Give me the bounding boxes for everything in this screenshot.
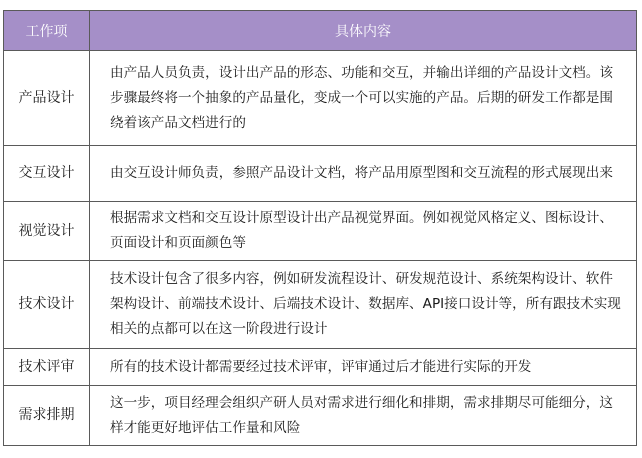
row-content-cell: 根据需求文档和交互设计原型设计出产品视觉界面。例如视觉风格定义、图标设计、页面设计和页面颜色等: [90, 202, 637, 261]
header-item: 工作项: [4, 11, 90, 51]
row-content-cell: 所有的技术设计都需要经过技术评审，评审通过后才能进行实际的开发: [90, 349, 637, 386]
table-row: [4, 202, 637, 261]
row-item-cell: 交互设计: [4, 146, 90, 202]
table-row: [4, 386, 637, 446]
table-header-row: [4, 11, 637, 51]
header-content: 具体内容: [90, 11, 637, 51]
row-content-cell: 由产品人员负责，设计出产品的形态、功能和交互，并输出详细的产品设计文档。该步骤最终将一个抽象的产品量化，变成一个可以实施的产品。后期的研发工作都是围绕着该产品文档进行的: [90, 51, 637, 146]
row-content-cell: 技术设计包含了很多内容，例如研发流程设计、研发规范设计、系统架构设计、软件架构设计、前端技术设计、后端技术设计、数据库、API接口设计等，所有跟技术实现相关的点都可以在这一阶段进行设计: [90, 261, 637, 349]
work-items-table: [3, 10, 637, 446]
row-item-cell: 技术评审: [4, 349, 90, 386]
work-items-table-container: [3, 10, 636, 446]
table-row: [4, 51, 637, 146]
row-content-cell: 由交互设计师负责，参照产品设计文档，将产品用原型图和交互流程的形式展现出来: [90, 146, 637, 202]
row-content-cell: 这一步，项目经理会组织产研人员对需求进行细化和排期，需求排期尽可能细分，这样才能更好地评估工作量和风险: [90, 386, 637, 446]
row-item-cell: 视觉设计: [4, 202, 90, 261]
table-row: [4, 146, 637, 202]
table-row: [4, 261, 637, 349]
row-item-cell: 产品设计: [4, 51, 90, 146]
row-item-cell: 需求排期: [4, 386, 90, 446]
row-item-cell: 技术设计: [4, 261, 90, 349]
table-row: [4, 349, 637, 386]
